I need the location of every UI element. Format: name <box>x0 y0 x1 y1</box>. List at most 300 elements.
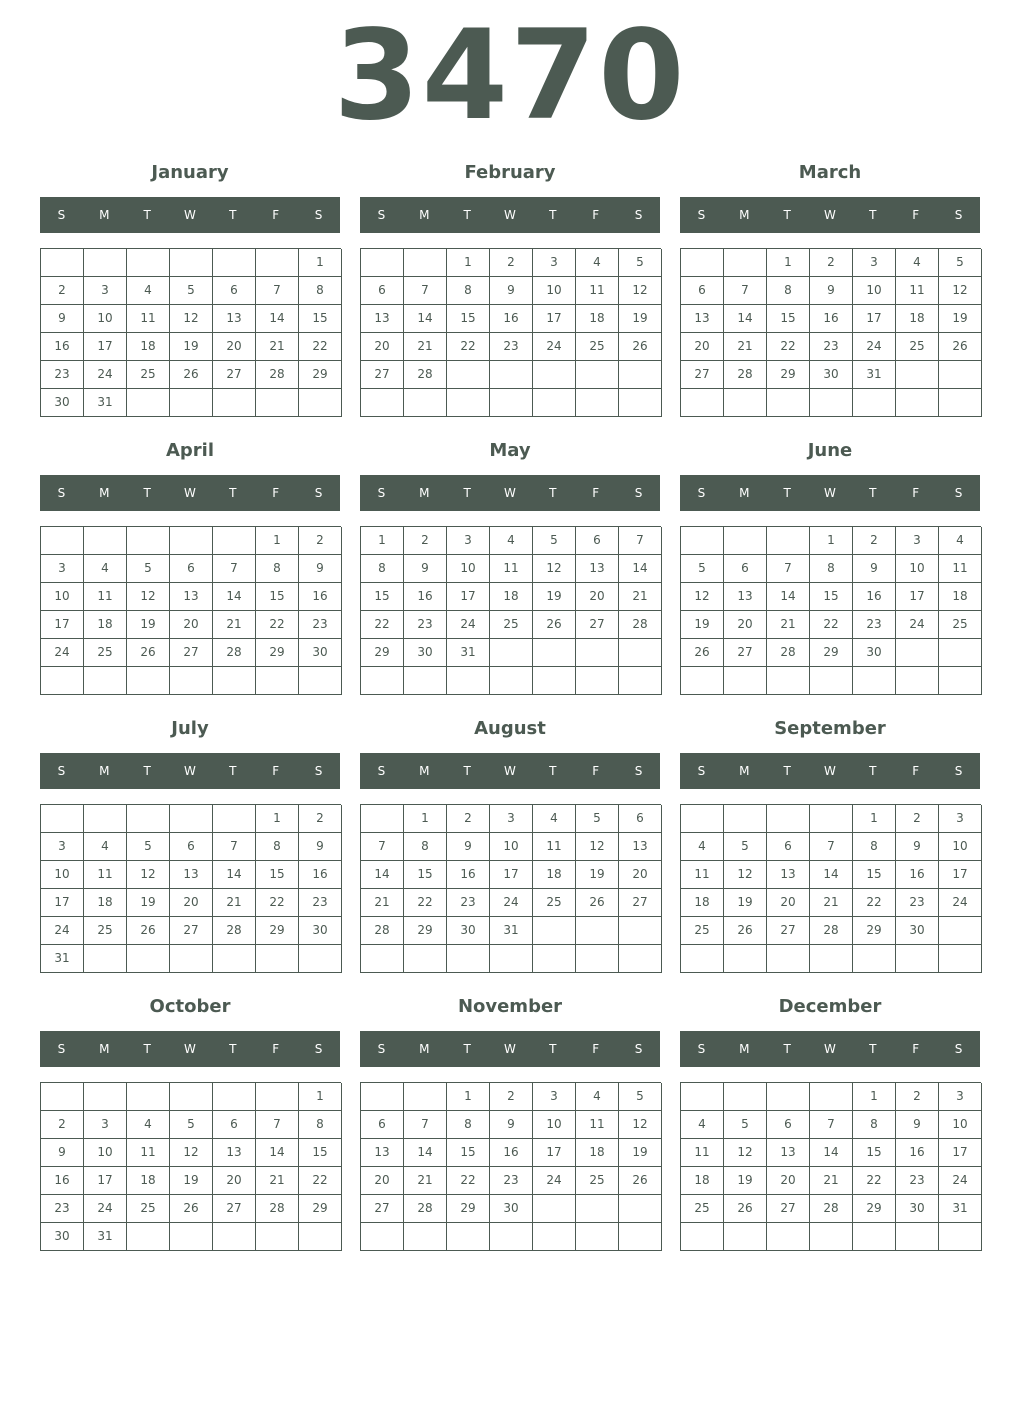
day-cell: 30 <box>41 389 84 417</box>
day-cell: 22 <box>299 1167 342 1195</box>
day-cell: 5 <box>576 805 619 833</box>
day-cell: 2 <box>490 249 533 277</box>
day-cell: 16 <box>299 583 342 611</box>
day-cell: 4 <box>939 527 982 555</box>
weekday-label: T <box>463 486 471 500</box>
day-cell: 3 <box>853 249 896 277</box>
weekday-label: M <box>419 1042 430 1056</box>
day-cell: 28 <box>767 639 810 667</box>
weekday-label: T <box>143 764 151 778</box>
day-cell: 25 <box>127 1195 170 1223</box>
month-name: September <box>774 718 886 739</box>
day-cell: 16 <box>41 333 84 361</box>
empty-day-cell <box>256 1223 299 1251</box>
day-cell: 26 <box>724 1195 767 1223</box>
weekday-header <box>680 475 980 511</box>
day-cell: 2 <box>896 1083 939 1111</box>
day-cell: 15 <box>447 305 490 333</box>
day-cell: 26 <box>939 333 982 361</box>
day-cell: 11 <box>939 555 982 583</box>
day-cell: 3 <box>447 527 490 555</box>
day-cell: 7 <box>256 1111 299 1139</box>
day-cell: 10 <box>896 555 939 583</box>
weekday-label: F <box>272 208 280 222</box>
day-cell: 13 <box>576 555 619 583</box>
month-name: July <box>171 718 209 739</box>
empty-day-cell <box>361 945 404 973</box>
weekday-label: T <box>549 208 557 222</box>
weekday-label: S <box>377 486 386 500</box>
day-cell: 25 <box>84 917 127 945</box>
weekday-label: W <box>184 1042 196 1056</box>
day-cell: 13 <box>170 861 213 889</box>
empty-day-cell <box>939 917 982 945</box>
month-name: October <box>149 996 231 1017</box>
day-cell: 18 <box>127 1167 170 1195</box>
day-cell: 24 <box>939 1167 982 1195</box>
day-cell: 7 <box>619 527 662 555</box>
day-cell: 15 <box>361 583 404 611</box>
empty-day-cell <box>127 805 170 833</box>
day-cell: 21 <box>810 1167 853 1195</box>
empty-day-cell <box>681 805 724 833</box>
weekday-label: W <box>824 208 836 222</box>
weekday-label: F <box>592 486 600 500</box>
day-cell: 26 <box>619 333 662 361</box>
day-cell: 7 <box>213 555 256 583</box>
weekday-label: T <box>783 764 791 778</box>
day-cell: 10 <box>490 833 533 861</box>
day-cell: 23 <box>896 1167 939 1195</box>
day-cell: 12 <box>170 305 213 333</box>
empty-day-cell <box>939 945 982 973</box>
empty-day-cell <box>127 389 170 417</box>
day-cell: 31 <box>853 361 896 389</box>
day-grid <box>360 526 661 695</box>
day-cell: 16 <box>490 305 533 333</box>
day-cell: 25 <box>939 611 982 639</box>
day-cell: 2 <box>896 805 939 833</box>
month-name: February <box>464 162 556 183</box>
day-cell: 17 <box>84 333 127 361</box>
day-cell: 5 <box>939 249 982 277</box>
day-cell: 8 <box>767 277 810 305</box>
empty-day-cell <box>810 667 853 695</box>
weekday-label: M <box>99 764 110 778</box>
day-cell: 23 <box>490 1167 533 1195</box>
day-cell: 27 <box>619 889 662 917</box>
weekday-label: S <box>314 1042 323 1056</box>
day-cell: 10 <box>41 583 84 611</box>
day-cell: 19 <box>170 333 213 361</box>
day-cell: 13 <box>213 1139 256 1167</box>
day-cell: 19 <box>127 611 170 639</box>
day-cell: 6 <box>767 833 810 861</box>
empty-day-cell <box>767 1083 810 1111</box>
day-cell: 8 <box>404 833 447 861</box>
day-cell: 12 <box>170 1139 213 1167</box>
empty-day-cell <box>939 361 982 389</box>
weekday-label: S <box>314 764 323 778</box>
day-cell: 2 <box>41 1111 84 1139</box>
day-cell: 14 <box>256 305 299 333</box>
day-cell: 20 <box>361 1167 404 1195</box>
day-cell: 20 <box>213 333 256 361</box>
day-cell: 6 <box>361 277 404 305</box>
weekday-label: S <box>954 208 963 222</box>
day-cell: 22 <box>447 1167 490 1195</box>
empty-day-cell <box>361 805 404 833</box>
month-name: January <box>151 162 229 183</box>
day-cell: 16 <box>490 1139 533 1167</box>
empty-day-cell <box>939 389 982 417</box>
day-cell: 30 <box>41 1223 84 1251</box>
day-cell: 26 <box>576 889 619 917</box>
day-cell: 26 <box>170 361 213 389</box>
day-cell: 5 <box>681 555 724 583</box>
day-cell: 29 <box>853 917 896 945</box>
weekday-label: T <box>783 486 791 500</box>
day-cell: 6 <box>170 833 213 861</box>
day-cell: 12 <box>939 277 982 305</box>
day-cell: 21 <box>256 1167 299 1195</box>
day-cell: 26 <box>127 917 170 945</box>
empty-day-cell <box>170 667 213 695</box>
empty-day-cell <box>170 1223 213 1251</box>
day-cell: 13 <box>767 1139 810 1167</box>
day-cell: 7 <box>256 277 299 305</box>
day-cell: 20 <box>767 889 810 917</box>
day-cell: 19 <box>681 611 724 639</box>
day-cell: 25 <box>896 333 939 361</box>
empty-day-cell <box>447 1223 490 1251</box>
day-cell: 11 <box>896 277 939 305</box>
day-cell: 24 <box>84 361 127 389</box>
empty-day-cell <box>619 667 662 695</box>
day-cell: 10 <box>939 833 982 861</box>
day-cell: 13 <box>724 583 767 611</box>
day-cell: 19 <box>127 889 170 917</box>
day-cell: 4 <box>84 833 127 861</box>
empty-day-cell <box>170 389 213 417</box>
weekday-header <box>40 1031 340 1067</box>
day-cell: 9 <box>299 833 342 861</box>
day-cell: 16 <box>41 1167 84 1195</box>
day-cell: 16 <box>404 583 447 611</box>
day-cell: 5 <box>724 833 767 861</box>
day-cell: 22 <box>810 611 853 639</box>
weekday-label: S <box>314 208 323 222</box>
day-cell: 22 <box>767 333 810 361</box>
empty-day-cell <box>939 639 982 667</box>
weekday-label: S <box>634 208 643 222</box>
empty-day-cell <box>127 527 170 555</box>
day-cell: 26 <box>533 611 576 639</box>
day-cell: 22 <box>853 889 896 917</box>
day-cell: 23 <box>41 361 84 389</box>
empty-day-cell <box>853 667 896 695</box>
weekday-label: T <box>229 486 237 500</box>
weekday-label: T <box>143 208 151 222</box>
empty-day-cell <box>533 1195 576 1223</box>
weekday-header <box>40 753 340 789</box>
empty-day-cell <box>213 1083 256 1111</box>
day-cell: 25 <box>490 611 533 639</box>
day-cell: 3 <box>41 833 84 861</box>
day-cell: 3 <box>41 555 84 583</box>
weekday-label: S <box>57 1042 66 1056</box>
weekday-label: F <box>912 208 920 222</box>
day-cell: 2 <box>490 1083 533 1111</box>
weekday-header <box>680 1031 980 1067</box>
day-cell: 9 <box>299 555 342 583</box>
empty-day-cell <box>213 1223 256 1251</box>
empty-day-cell <box>170 945 213 973</box>
month-july <box>40 719 340 989</box>
empty-day-cell <box>619 1195 662 1223</box>
day-cell: 29 <box>256 917 299 945</box>
day-cell: 29 <box>767 361 810 389</box>
weekday-label: S <box>697 1042 706 1056</box>
day-cell: 14 <box>810 1139 853 1167</box>
empty-day-cell <box>533 667 576 695</box>
day-cell: 5 <box>127 555 170 583</box>
day-cell: 11 <box>127 1139 170 1167</box>
weekday-label: S <box>634 764 643 778</box>
weekday-label: S <box>57 208 66 222</box>
empty-day-cell <box>896 1223 939 1251</box>
empty-day-cell <box>767 667 810 695</box>
empty-day-cell <box>681 1223 724 1251</box>
day-cell: 6 <box>724 555 767 583</box>
day-cell: 28 <box>724 361 767 389</box>
day-cell: 4 <box>490 527 533 555</box>
day-cell: 13 <box>619 833 662 861</box>
day-cell: 25 <box>576 333 619 361</box>
empty-day-cell <box>361 1083 404 1111</box>
day-cell: 23 <box>490 333 533 361</box>
day-cell: 21 <box>810 889 853 917</box>
empty-day-cell <box>256 945 299 973</box>
empty-day-cell <box>84 667 127 695</box>
empty-day-cell <box>404 389 447 417</box>
empty-day-cell <box>404 945 447 973</box>
day-cell: 11 <box>681 1139 724 1167</box>
day-cell: 30 <box>896 917 939 945</box>
day-cell: 10 <box>853 277 896 305</box>
day-cell: 16 <box>810 305 853 333</box>
day-cell: 1 <box>256 527 299 555</box>
weekday-label: T <box>229 764 237 778</box>
day-cell: 3 <box>84 1111 127 1139</box>
empty-day-cell <box>127 667 170 695</box>
day-cell: 20 <box>213 1167 256 1195</box>
day-cell: 8 <box>853 833 896 861</box>
day-cell: 24 <box>41 639 84 667</box>
empty-day-cell <box>681 667 724 695</box>
day-cell: 20 <box>767 1167 810 1195</box>
day-cell: 7 <box>724 277 767 305</box>
empty-day-cell <box>896 361 939 389</box>
day-cell: 30 <box>299 639 342 667</box>
day-cell: 18 <box>896 305 939 333</box>
day-cell: 8 <box>256 833 299 861</box>
day-grid <box>40 1082 341 1251</box>
day-cell: 14 <box>767 583 810 611</box>
weekday-header <box>360 197 660 233</box>
weekday-label: W <box>504 486 516 500</box>
day-cell: 20 <box>361 333 404 361</box>
empty-day-cell <box>447 361 490 389</box>
empty-day-cell <box>299 389 342 417</box>
weekday-label: M <box>739 208 750 222</box>
day-cell: 29 <box>256 639 299 667</box>
empty-day-cell <box>939 667 982 695</box>
empty-day-cell <box>681 945 724 973</box>
day-cell: 9 <box>490 1111 533 1139</box>
month-december <box>680 997 980 1267</box>
day-cell: 6 <box>361 1111 404 1139</box>
empty-day-cell <box>767 945 810 973</box>
weekday-label: W <box>504 764 516 778</box>
day-cell: 24 <box>533 333 576 361</box>
weekday-label: M <box>419 208 430 222</box>
day-cell: 10 <box>41 861 84 889</box>
day-cell: 1 <box>767 249 810 277</box>
day-cell: 17 <box>84 1167 127 1195</box>
weekday-label: S <box>377 208 386 222</box>
weekday-label: T <box>463 208 471 222</box>
day-cell: 9 <box>41 305 84 333</box>
day-cell: 17 <box>853 305 896 333</box>
day-cell: 8 <box>299 277 342 305</box>
day-cell: 1 <box>361 527 404 555</box>
day-cell: 5 <box>724 1111 767 1139</box>
day-cell: 11 <box>533 833 576 861</box>
weekday-header <box>40 197 340 233</box>
day-cell: 17 <box>896 583 939 611</box>
weekday-header <box>360 475 660 511</box>
day-cell: 13 <box>213 305 256 333</box>
day-cell: 11 <box>681 861 724 889</box>
empty-day-cell <box>896 667 939 695</box>
empty-day-cell <box>127 1083 170 1111</box>
day-cell: 9 <box>810 277 853 305</box>
day-cell: 10 <box>533 277 576 305</box>
empty-day-cell <box>619 945 662 973</box>
empty-day-cell <box>576 639 619 667</box>
day-cell: 16 <box>853 583 896 611</box>
day-cell: 1 <box>447 1083 490 1111</box>
day-cell: 14 <box>256 1139 299 1167</box>
weekday-label: W <box>184 208 196 222</box>
day-cell: 11 <box>84 861 127 889</box>
day-cell: 12 <box>681 583 724 611</box>
month-august <box>360 719 660 989</box>
day-cell: 19 <box>619 1139 662 1167</box>
weekday-label: W <box>824 1042 836 1056</box>
day-cell: 19 <box>724 889 767 917</box>
empty-day-cell <box>533 389 576 417</box>
day-cell: 30 <box>853 639 896 667</box>
day-cell: 25 <box>681 1195 724 1223</box>
day-cell: 10 <box>84 305 127 333</box>
day-cell: 9 <box>41 1139 84 1167</box>
day-cell: 4 <box>127 277 170 305</box>
day-cell: 25 <box>127 361 170 389</box>
day-cell: 23 <box>299 889 342 917</box>
day-cell: 23 <box>299 611 342 639</box>
day-cell: 20 <box>724 611 767 639</box>
weekday-label: T <box>463 764 471 778</box>
day-cell: 12 <box>619 277 662 305</box>
day-cell: 13 <box>361 305 404 333</box>
day-cell: 2 <box>810 249 853 277</box>
day-cell: 8 <box>447 1111 490 1139</box>
day-cell: 2 <box>404 527 447 555</box>
empty-day-cell <box>361 667 404 695</box>
empty-day-cell <box>490 1223 533 1251</box>
day-cell: 27 <box>724 639 767 667</box>
weekday-label: T <box>869 1042 877 1056</box>
weekday-label: W <box>504 1042 516 1056</box>
day-cell: 31 <box>939 1195 982 1223</box>
empty-day-cell <box>170 1083 213 1111</box>
month-march <box>680 163 980 433</box>
day-cell: 27 <box>767 1195 810 1223</box>
day-cell: 18 <box>681 889 724 917</box>
empty-day-cell <box>533 917 576 945</box>
day-cell: 6 <box>170 555 213 583</box>
empty-day-cell <box>681 249 724 277</box>
month-september <box>680 719 980 989</box>
day-cell: 24 <box>533 1167 576 1195</box>
month-name: November <box>457 996 563 1017</box>
day-cell: 16 <box>896 861 939 889</box>
day-cell: 3 <box>533 249 576 277</box>
day-cell: 22 <box>299 333 342 361</box>
day-cell: 10 <box>84 1139 127 1167</box>
day-cell: 7 <box>404 1111 447 1139</box>
day-cell: 4 <box>84 555 127 583</box>
day-cell: 18 <box>576 305 619 333</box>
day-cell: 12 <box>724 1139 767 1167</box>
empty-day-cell <box>361 389 404 417</box>
day-cell: 9 <box>853 555 896 583</box>
weekday-label: S <box>954 486 963 500</box>
day-cell: 29 <box>810 639 853 667</box>
empty-day-cell <box>619 917 662 945</box>
weekday-label: S <box>954 1042 963 1056</box>
day-cell: 30 <box>447 917 490 945</box>
weekday-label: S <box>697 208 706 222</box>
day-cell: 11 <box>490 555 533 583</box>
empty-day-cell <box>404 667 447 695</box>
empty-day-cell <box>127 249 170 277</box>
day-cell: 23 <box>447 889 490 917</box>
empty-day-cell <box>810 389 853 417</box>
day-cell: 21 <box>619 583 662 611</box>
day-cell: 1 <box>447 249 490 277</box>
empty-day-cell <box>490 389 533 417</box>
weekday-label: F <box>592 764 600 778</box>
empty-day-cell <box>84 805 127 833</box>
empty-day-cell <box>447 667 490 695</box>
day-cell: 28 <box>213 639 256 667</box>
empty-day-cell <box>447 945 490 973</box>
day-cell: 21 <box>767 611 810 639</box>
day-cell: 1 <box>853 805 896 833</box>
